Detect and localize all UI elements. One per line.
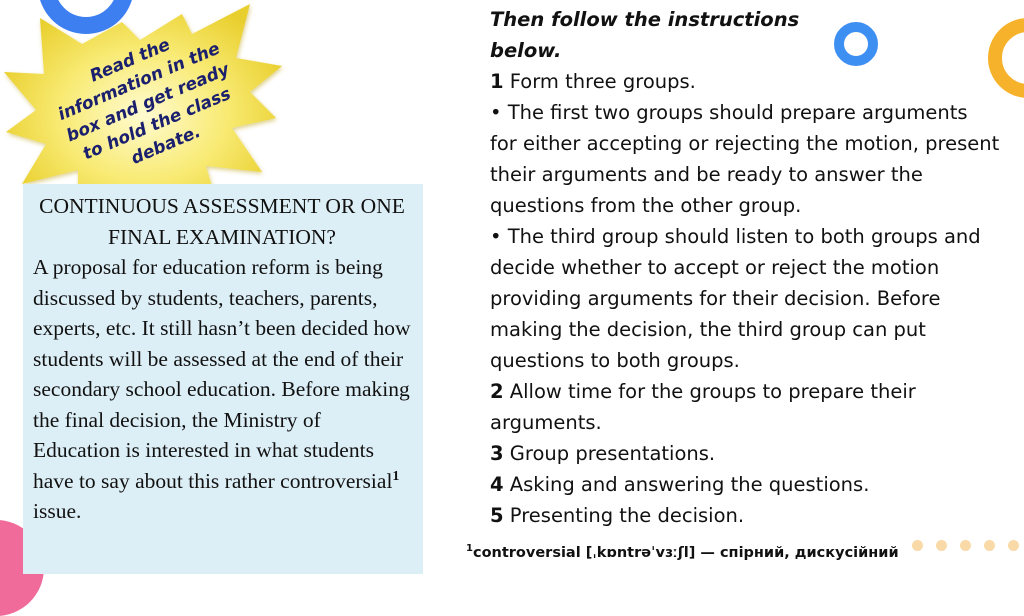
instructions (490, 4, 1000, 531)
box-title: CONTINUOUS ASSESSMENT OR ONE FINAL EXAMINATION? (39, 194, 405, 249)
step-text: Allow time for the groups to prepare their arguments. (490, 380, 916, 434)
step-text: Presenting the decision. (503, 504, 745, 527)
step-number: 3 (490, 442, 504, 465)
step-number: 2 (490, 380, 504, 403)
footnote-text: controversial [ˌkɒntrəˈvɜːʃl] — спірний, дискусійний (472, 544, 899, 561)
step-5 (490, 500, 1000, 531)
dot (936, 540, 947, 551)
instructions-heading: Then follow the instructions below. (490, 8, 800, 62)
step-1 (490, 66, 1000, 97)
step-3 (490, 438, 1000, 469)
step-4 (490, 469, 1000, 500)
step-number: 1 (490, 70, 504, 93)
dot (1008, 540, 1019, 551)
step-number: 4 (490, 473, 504, 496)
dot (984, 540, 995, 551)
box-body-text: A proposal for education reform is being discussed by students, teachers, parents, experts, etc. It still hasn’t been decided how students will be assessed at the end of their secondary school education. Before making the final decision, the Ministry of Education is interested in what students have to say about this rather controversial (33, 255, 411, 493)
dot (912, 540, 923, 551)
step-2 (490, 376, 1000, 438)
bullet-third-group: • The third group should listen to both groups and decide whether to accept or reject the motion providing arguments for their decision. Before making the decision, the third group can put questions to both groups. (490, 225, 981, 372)
step-number: 5 (490, 504, 504, 527)
box-body (33, 252, 411, 527)
reading-box (23, 184, 423, 574)
step-text: Asking and answering the questions. (503, 473, 870, 496)
decorative-dots (912, 540, 1019, 551)
starburst-text: Read the information in the box and get ready to hold the class debate. (54, 34, 234, 169)
box-body-tail: issue. (33, 499, 82, 523)
step-text: Form three groups. (503, 70, 696, 93)
footnote-reference: 1 (392, 468, 400, 484)
footnote (466, 543, 899, 561)
footnote-mark: 1 (466, 543, 473, 554)
dot (960, 540, 971, 551)
bullet-first-groups: • The first two groups should prepare arguments for either accepting or rejecting the motion, present their arguments and be ready to answer the questions from the other group. (490, 101, 1000, 217)
step-text: Group presentations. (503, 442, 716, 465)
